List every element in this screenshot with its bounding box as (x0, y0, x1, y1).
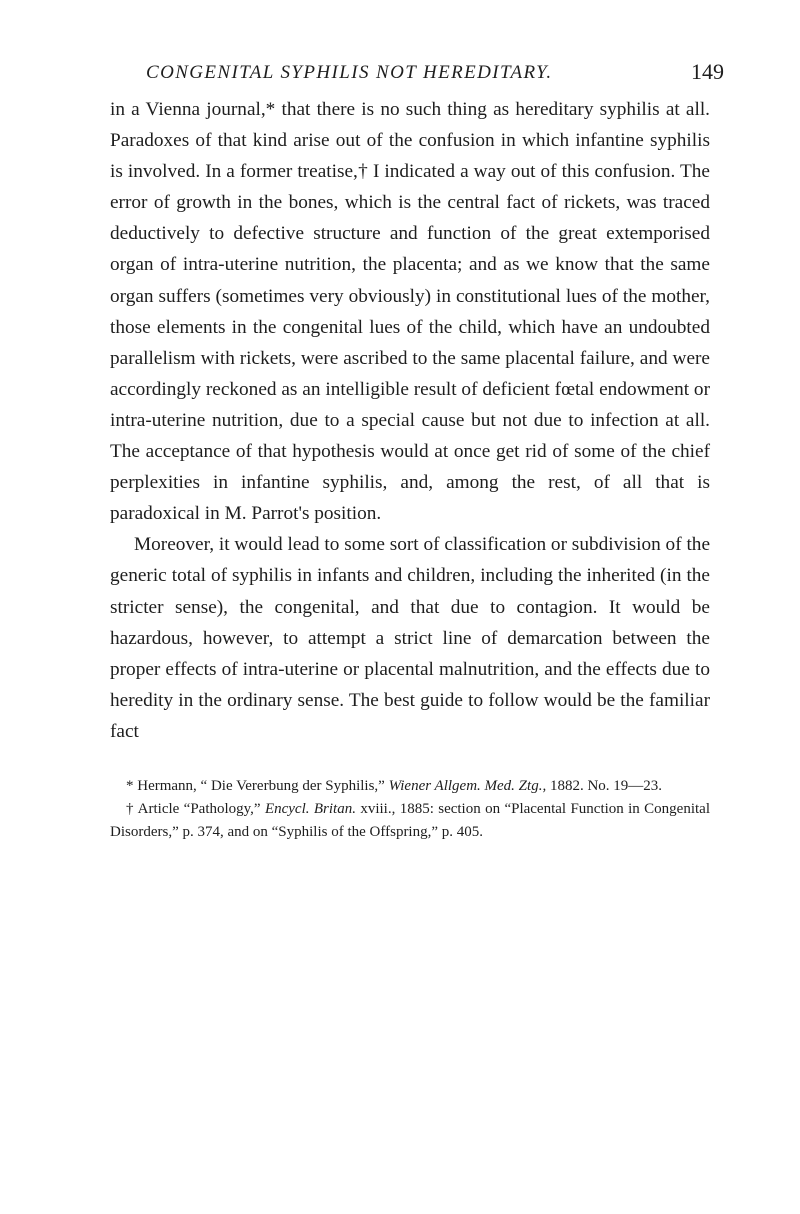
footnote-2-text: † Article “Pathology,” (126, 801, 265, 818)
running-title: CONGENITAL SYPHILIS NOT HEREDITARY. (146, 62, 553, 83)
footnote-1-citation: 1882. No. 19—23. (546, 777, 663, 794)
footnote-2-citation: xviii., 1885: section on “Placental Function in Congenital Disorders,” p. 374, and on “Syphilis of the Offspring,” p. 405. (110, 801, 710, 840)
page-number: 149 (691, 59, 724, 84)
book-page (110, 44, 724, 843)
footnote-1-text: * Hermann, “ Die Vererbung der Syphilis,” (126, 777, 389, 794)
footnote-2-journal: Encycl. Britan. (264, 801, 356, 818)
footnote-1-journal: Wiener Allgem. Med. Ztg., (388, 777, 547, 794)
footnote-2 (110, 798, 710, 843)
footnote-1 (110, 775, 710, 798)
body-text (110, 94, 710, 747)
footnotes (110, 775, 710, 844)
paragraph-2: Moreover, it would lead to some sort of classification or subdivision of the generic total of syphilis in infants and children, including the inherited (in the stricter sense), the congenital, and that due to contagion. It would be hazardous, however, to attempt a strict line of demarcation between the proper effects of intra-uterine or placental malnutrition, and the effects due to heredity in the ordinary sense. The best guide to follow would be the familiar fact (110, 534, 710, 742)
paragraph-1: in a Vienna journal,* that there is no such thing as hereditary syphilis at all. Paradoxes of that kind arise out of the confusion in which infantine syphilis is involved. In a former treatise,† I indicated a way out of this confusion. The error of growth in the bones, which is the central fact of rickets, was traced deductively to defective structure and function of the great extemporised organ of intra-uterine nutrition, the placenta; and as we know that the same organ suffers (sometimes very obviously) in constitutional lues of the mother, those elements in the congenital lues of the child, which have an undoubted parallelism with rickets, were ascribed to the same placental failure, and were accordingly reckoned as an intelligible result of deficient fœtal endowment or intra-uterine nutrition, due to a special cause but not due to infection at all. The acceptance of that hypothesis would at once get rid of some of the chief perplexities in infantine syphilis, and, among the rest, of all that is paradoxical in M. Parrot's position. (110, 99, 710, 525)
running-head (110, 44, 724, 84)
